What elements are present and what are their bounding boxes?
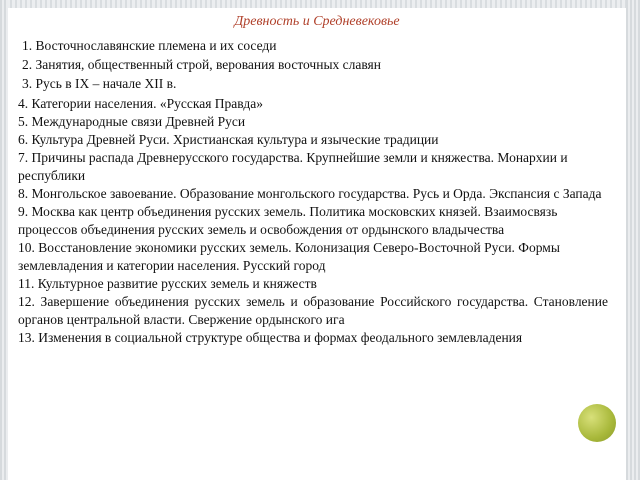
intro-item: 3. Русь в IX – начале XII в. bbox=[22, 76, 177, 91]
intro-list bbox=[22, 36, 592, 93]
slide-title: Древность и Средневековье bbox=[234, 14, 400, 29]
intro-item: 1. Восточнославянские племена и их соседи bbox=[22, 38, 277, 53]
right-border bbox=[626, 0, 640, 480]
topic-item: 6. Культура Древней Руси. Христианская культура и языческие традиции bbox=[18, 132, 439, 147]
topic-item: 12. Завершение объединения русских земель и образование Российского государства. Становление органов центральной власти. Свержение ордынского ига bbox=[18, 294, 608, 327]
topic-item: 10. Восстановление экономики русских земель. Колонизация Северо-Восточной Руси. Формы землевладения и категории населения. Русский город bbox=[18, 240, 560, 273]
topic-item: 13. Изменения в социальной структуре общества и формах феодального землевладения bbox=[18, 330, 523, 345]
slide-content bbox=[8, 8, 626, 480]
topic-list bbox=[18, 95, 613, 347]
topic-item: 4. Категории населения. «Русская Правда» bbox=[18, 96, 263, 111]
topic-item: 8. Монгольское завоевание. Образование монгольского государства. Русь и Орда. Экспансия с Запада bbox=[18, 186, 602, 201]
topic-item: 5. Международные связи Древней Руси bbox=[18, 114, 246, 129]
topic-item: 11. Культурное развитие русских земель и княжеств bbox=[18, 276, 317, 291]
topic-item: 7. Причины распада Древнерусского государства. Крупнейшие земли и княжества. Монархии и республики bbox=[18, 150, 568, 183]
decorative-circle bbox=[578, 404, 616, 442]
topic-item: 9. Москва как центр объединения русских земель. Политика московских князей. Взаимосвязь процессов объединения русских земель и освобождения от ордынского владычества bbox=[18, 204, 558, 237]
intro-item: 2. Занятия, общественный строй, верования восточных славян bbox=[22, 57, 381, 72]
left-border bbox=[0, 0, 8, 480]
